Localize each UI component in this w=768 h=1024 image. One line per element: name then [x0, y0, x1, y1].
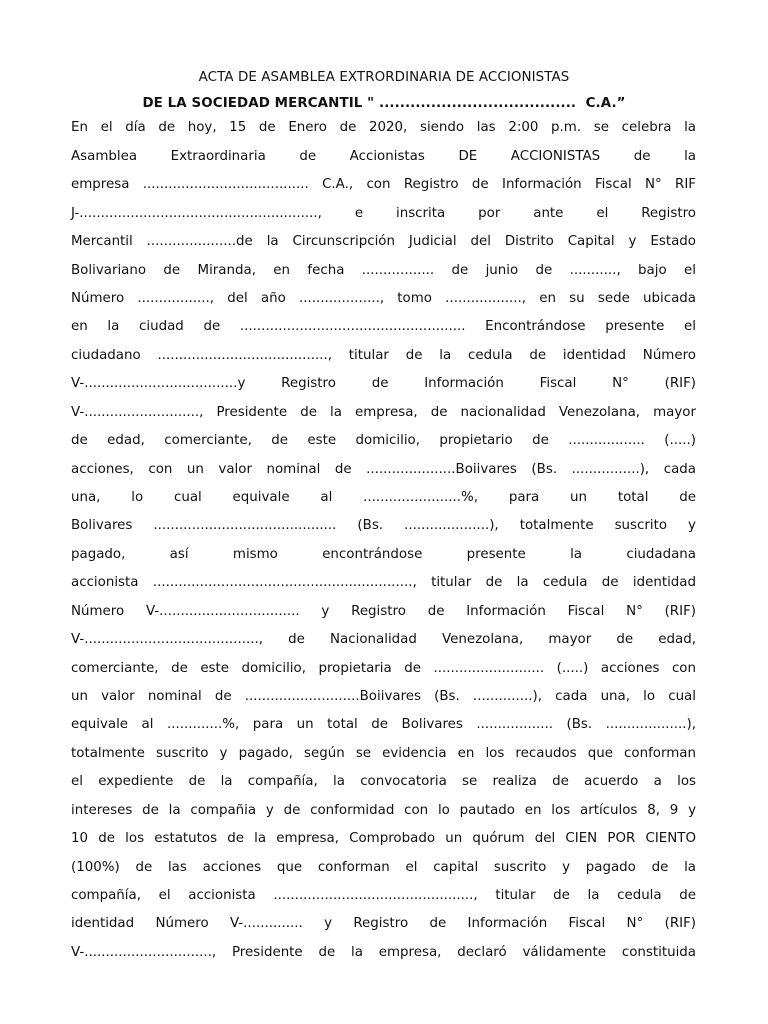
body-line: identidad Número V-.............. y Registro de Información Fiscal N° (RIF)	[71, 916, 696, 931]
body-line: de edad, comerciante, de este domicilio, propietario de .................. (.....)	[71, 433, 696, 448]
body-line: accionista ............................................................., titular de la cedula de identidad	[71, 575, 696, 590]
body-line: el expediente de la compañía, la convocatoria se realiza de acuerdo a los	[71, 774, 696, 789]
body-line: intereses de la compañia y de conformidad con lo pautado en los artículos 8, 9 y	[71, 803, 696, 818]
body-line: J-........................................................, e inscrita por ante el Registro	[71, 206, 696, 221]
body-line: 10 de los estatutos de la empresa, Comprobado un quórum del CIEN POR CIENTO	[71, 831, 696, 846]
body-line: V-........................................., de Nacionalidad Venezolana, mayor de edad,	[71, 632, 696, 647]
body-line: equivale al .............%, para un total de Bolivares .................. (Bs. ...................),	[71, 717, 696, 732]
body-line: comerciante, de este domicilio, propietaria de .......................... (.....) acciones con	[71, 661, 696, 676]
body-line: en la ciudad de ..................................................... Encontrándose presente el	[71, 319, 696, 334]
body-line: ciudadano ........................................, titular de la cedula de identidad Número	[71, 348, 696, 363]
body-line: totalmente suscrito y pagado, según se evidencia en los recaudos que conforman	[71, 746, 696, 761]
body-line: una, lo cual equivale al .......................%, para un total de	[71, 490, 696, 505]
body-line: V-.............................., Presidente de la empresa, declaró válidamente constituida	[71, 945, 696, 960]
body-line: Mercantil .....................de la Circunscripción Judicial del Distrito Capital y Estado	[71, 234, 696, 249]
body-line: acciones, con un valor nominal de .....................Boiivares (Bs. ................), cada	[71, 462, 696, 477]
body-line: compañía, el accionista ..............................................., titular de la cedula de	[71, 888, 696, 903]
body-line: pagado, así mismo encontrándose presente la ciudadana	[71, 547, 696, 562]
document-title-line-2: DE LA SOCIEDAD MERCANTIL " ...................................... C.A.”	[142, 96, 626, 111]
body-line: Bolivares ........................................... (Bs. ....................), totalmente suscrito y	[71, 518, 696, 533]
body-line: empresa ....................................... C.A., con Registro de Información Fiscal N° RIF	[71, 177, 696, 192]
body-line: (100%) de las acciones que conforman el capital suscrito y pagado de la	[71, 860, 696, 875]
body-line: Número ................., del año ..................., tomo .................., en su sede ubicada	[71, 291, 696, 306]
body-line: Bolivariano de Miranda, en fecha ................. de junio de ..........., bajo el	[71, 263, 696, 278]
body-line: V-..........................., Presidente de la empresa, de nacionalidad Venezolana, mayor	[71, 405, 696, 420]
body-line: Asamblea Extraordinaria de Accionistas DE ACCIONISTAS de la	[71, 149, 696, 164]
body-line: V-....................................y Registro de Información Fiscal N° (RIF)	[71, 376, 696, 391]
body-line: En el día de hoy, 15 de Enero de 2020, siendo las 2:00 p.m. se celebra la	[71, 120, 696, 135]
body-line: Número V-................................. y Registro de Información Fiscal N° (RIF)	[71, 604, 696, 619]
body-line: un valor nominal de ...........................Boiivares (Bs. ..............), cada una, lo cual	[71, 689, 696, 704]
document-title-line-1: ACTA DE ASAMBLEA EXTRORDINARIA DE ACCIONISTAS	[198, 70, 570, 85]
